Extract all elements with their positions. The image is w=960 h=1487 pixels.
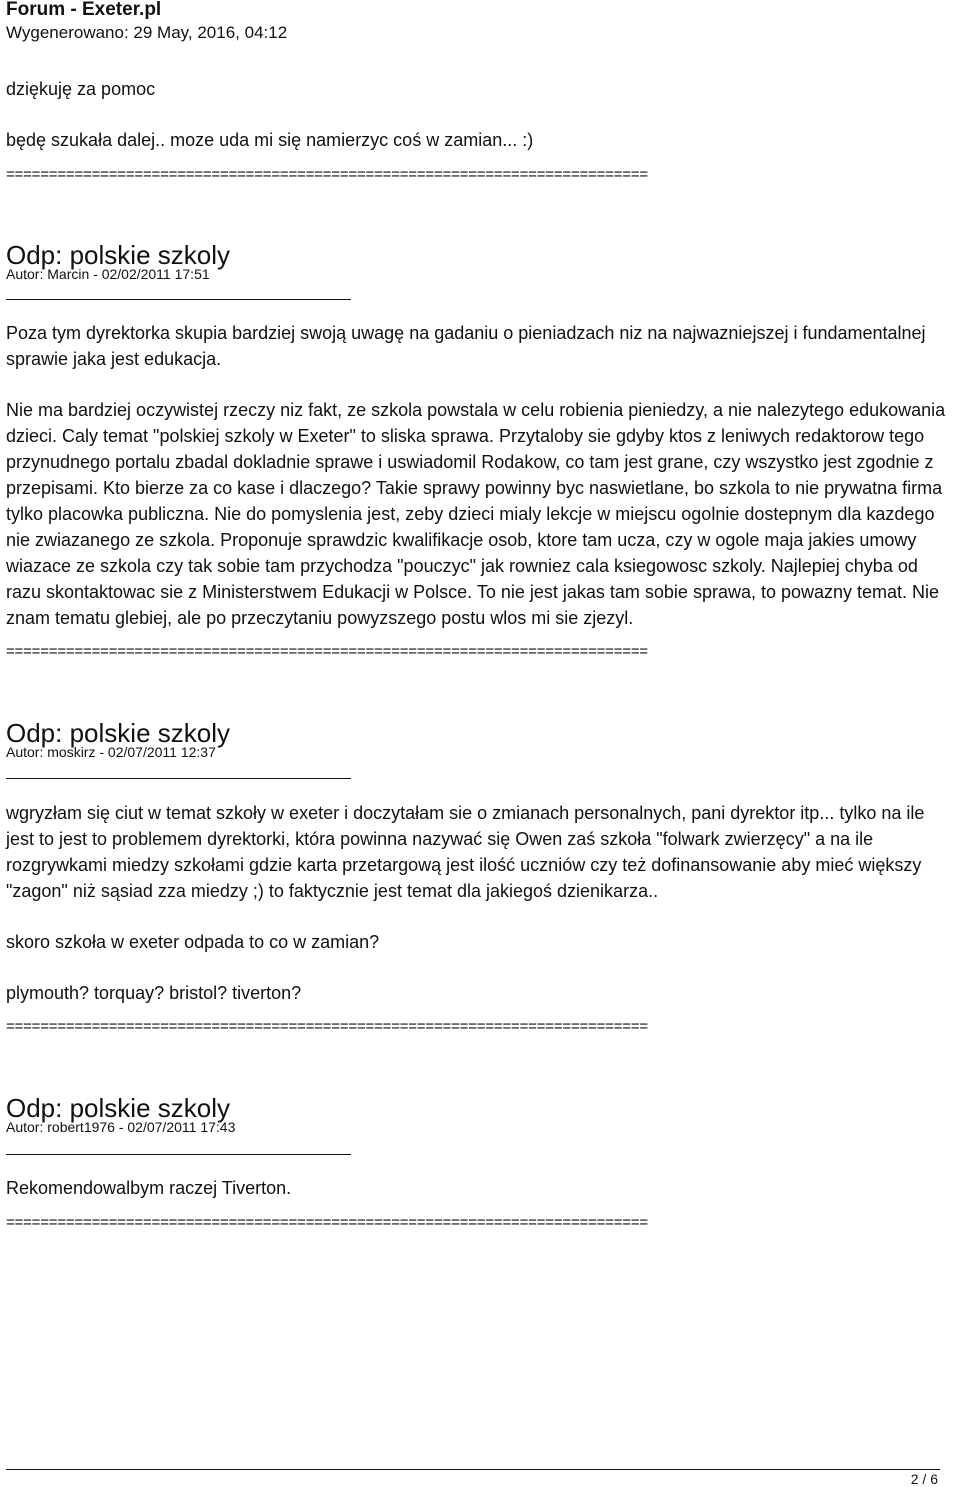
post-paragraph: Rekomendowalbym raczej Tiverton. <box>6 1178 292 1198</box>
post-paragraph: skoro szkoła w exeter odpada to co w zamian? <box>6 932 380 952</box>
post-paragraph: będę szukała dalej.. moze uda mi się namierzyc coś w zamian... :) <box>6 130 534 150</box>
post-title: Odp: polskie szkoly <box>6 240 230 270</box>
post-paragraph: Nie ma bardziej oczywistej rzeczy niz fakt, ze szkola powstala w celu robienia pieniedzy, a nie nalezytego edukowania dzieci. Caly temat "polskiej szkoly w Exeter" to sliska sprawa. Przytaloby sie gdyby ktos z leniwych redaktorow tego przynudnego portalu zbadal dokladnie sprawe i uswiadomil Rodakow, co tam jest grane, czy wszystko jest zgodnie z przepisami. Kto bierze za co kase i dlaczego? Takie sprawy powinny byc naswietlane, bo szkola to nie prywatna firma tylko placowka publiczna. Nie do pomyslenia jest, zeby dzieci mialy lekcje w miejscu ogolnie dostepnym dla kazdego nie zwiazanego ze szkola. Proponuje sprawdzic kwalifikacje osob, ktore tam ucza, czy w ogole maja jakies umowy wiazace ze szkola czy tak sobie tam przychodza "pouczyc" jak rowniez cala ksiegowosc szkoly. Najlepiej chyba od razu skontaktowac sie z Ministerstwem Edukacji w Polsce. To nie jest jakas tam sobie sprawa, to powazny temat. Nie znam tematu glebiej, ale po przeczytaniu powyzszego postu wlos mi sie zjezyl. <box>6 400 946 628</box>
document-body <box>6 76 946 1232</box>
post-paragraph: plymouth? torquay? bristol? tiverton? <box>6 983 302 1003</box>
post-rule <box>6 299 351 300</box>
post-title: Odp: polskie szkoly <box>6 718 230 748</box>
footer-rule <box>6 1469 940 1470</box>
post-author: Autor: robert1976 - 02/07/2011 17:43 <box>6 1119 236 1135</box>
post-author: Autor: Marcin - 02/02/2011 17:51 <box>6 266 210 282</box>
separator: =========================================================================== <box>6 1214 648 1231</box>
generated-timestamp: Wygenerowano: 29 May, 2016, 04:12 <box>6 23 288 42</box>
post-paragraph: wgryzłam się ciut w temat szkoły w exeter i doczytałam sie o zmianach personalnych, pani dyrektor itp... tylko na ile jest to jest to problemem dyrektorki, która powinna nazywać się Owen zaś szkoła "folwark zwierzęcy" a na ile rozgrywkami miedzy szkołami gdzie karta przetargową jest ilość uczniów czy też dofinansowanie aby mieć większy "zagon" niż sąsiad zza miedzy ;) to faktycznie jest temat dla jakiegoś dzienikarza.. <box>6 803 925 901</box>
separator: =========================================================================== <box>6 1018 648 1035</box>
post-paragraph: dziękuję za pomoc <box>6 79 156 99</box>
post-paragraph: Poza tym dyrektorka skupia bardziej swoją uwagę na gadaniu o pieniadzach niz na najwazniejszej i fundamentalnej sprawie jaka jest edukacja. <box>6 323 926 369</box>
post-author: Autor: moskirz - 02/07/2011 12:37 <box>6 744 216 760</box>
page-number: 2 / 6 <box>910 1471 938 1487</box>
separator: =========================================================================== <box>6 166 648 183</box>
post-title: Odp: polskie szkoly <box>6 1093 230 1123</box>
separator: =========================================================================== <box>6 643 648 660</box>
post-rule <box>6 1154 351 1155</box>
post-rule <box>6 778 351 779</box>
document-header <box>6 0 287 43</box>
site-title: Forum - Exeter.pl <box>6 0 162 20</box>
